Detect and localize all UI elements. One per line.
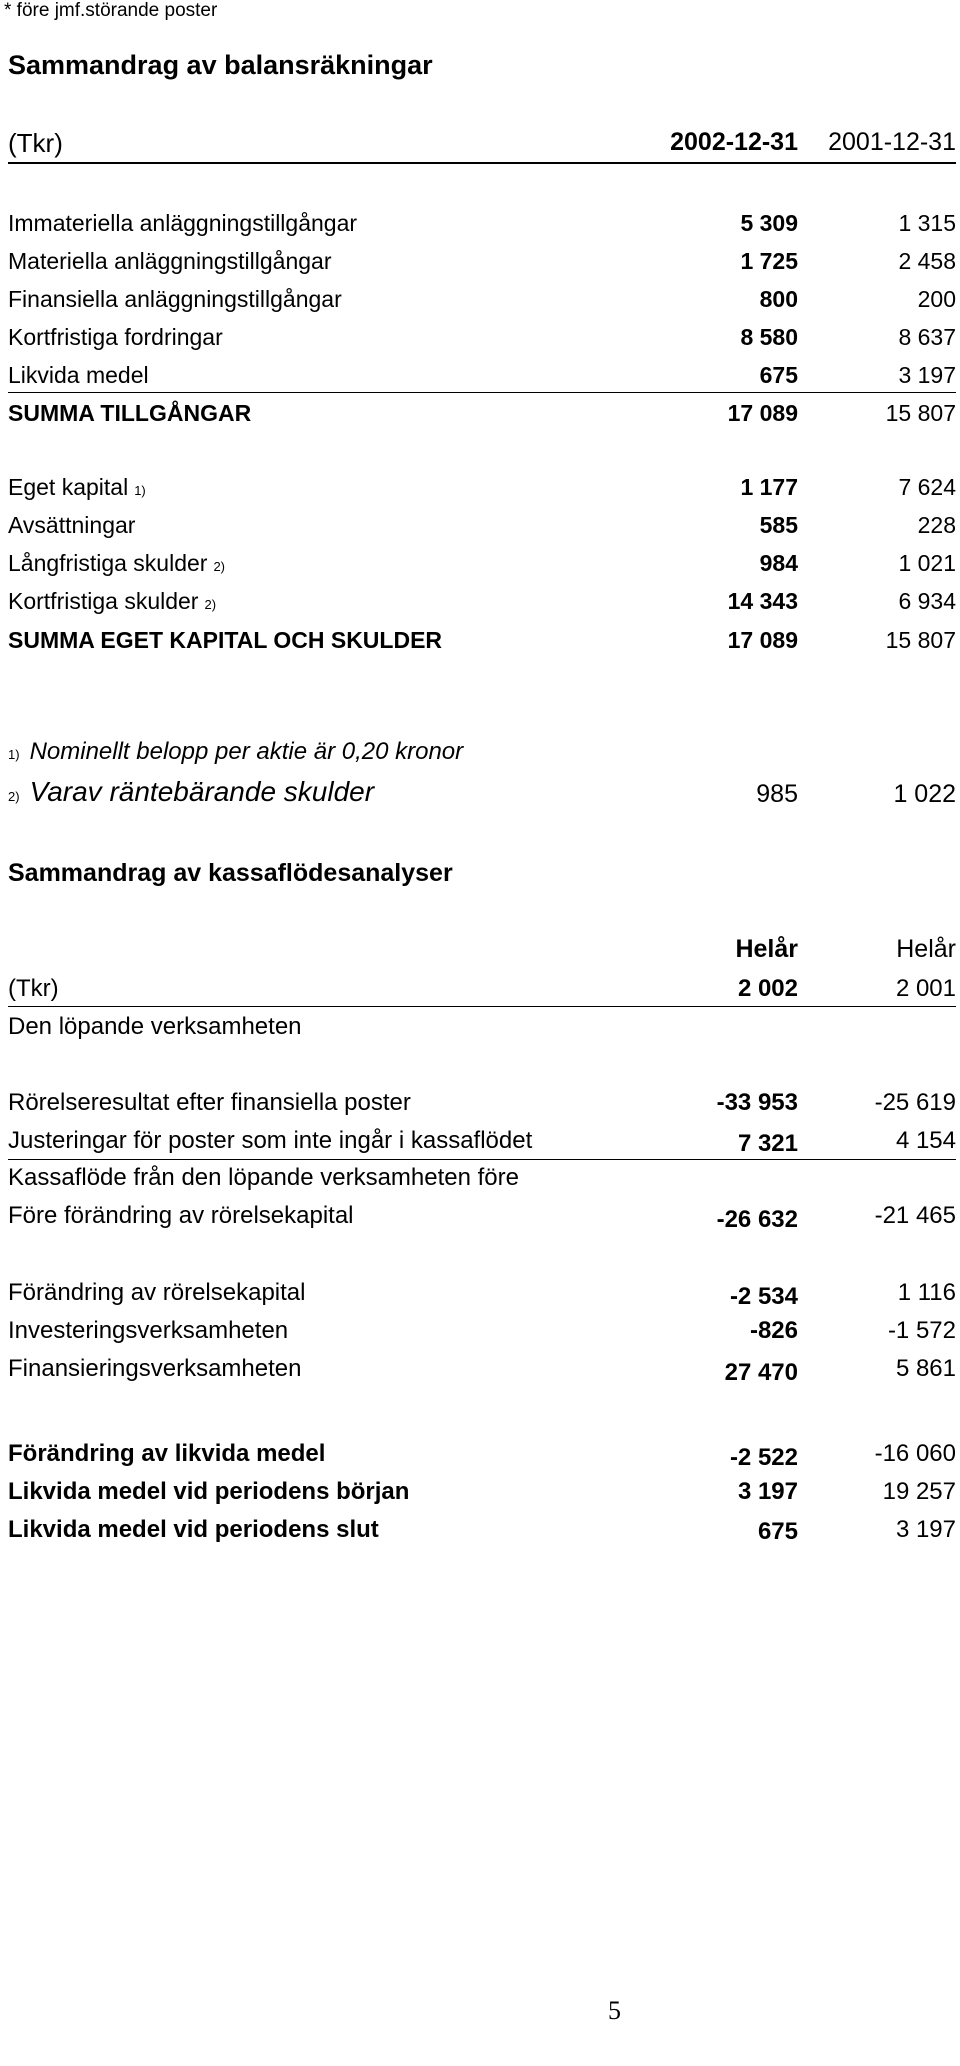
- row-value-2001: 4 154: [895, 1127, 956, 1154]
- row-value-2002: -2 522: [729, 1444, 798, 1471]
- row-value-2001: -1 572: [887, 1317, 956, 1344]
- row-value-2002: 8 580: [740, 324, 798, 350]
- row-value-2001: 228: [917, 512, 956, 538]
- table-row: [8, 550, 956, 584]
- row-value-2001: 8 637: [898, 324, 956, 350]
- row-value-2002: 5 309: [740, 210, 798, 236]
- row-value-2002: 984: [759, 550, 798, 576]
- row-label: Förändring av rörelsekapital: [8, 1279, 306, 1306]
- table-row: [8, 210, 956, 244]
- liabilities-total-row: [8, 627, 956, 661]
- row-value-2002: 800: [759, 286, 798, 312]
- row-label: Före förändring av rörelsekapital: [8, 1202, 354, 1229]
- row-value-2002: 14 343: [727, 588, 798, 614]
- cashflow-section-label: Den löpande verksamheten: [8, 1013, 302, 1040]
- footnote-value-2002: 985: [756, 780, 798, 808]
- table-row: [8, 1279, 956, 1313]
- cashflow-subtotal-line1: Kassaflöde från den löpande verksamheten före: [8, 1164, 519, 1191]
- row-label: Justeringar för poster som inte ingår i kassaflödet: [8, 1127, 533, 1154]
- row-value-2001: -16 060: [874, 1440, 956, 1467]
- row-label: Immateriella anläggningstillgångar: [8, 210, 358, 236]
- row-value-2001: 19 257: [882, 1478, 956, 1505]
- row-value-2001: -25 619: [874, 1089, 956, 1116]
- row-value-2002: 27 470: [724, 1359, 798, 1386]
- row-label: Kortfristiga fordringar: [8, 324, 223, 350]
- row-value-2001: 6 934: [898, 588, 956, 614]
- table-row: [8, 1478, 956, 1512]
- cashflow-col2-header: 2 001: [895, 975, 956, 1002]
- page-number: 5: [608, 1996, 621, 2025]
- footnote-value-2001: 1 022: [893, 780, 956, 808]
- row-label: Investeringsverksamheten: [8, 1317, 289, 1344]
- row-value-2001: 1 315: [898, 210, 956, 236]
- row-label: Finansiella anläggningstillgångar: [8, 286, 342, 312]
- table-row: [8, 248, 956, 282]
- table-row: [8, 1516, 956, 1550]
- table-row: [8, 324, 956, 358]
- row-value-2001: -21 465: [874, 1202, 956, 1229]
- row-label: Kortfristiga skulder 2): [8, 588, 217, 614]
- balance-header-row: [8, 128, 956, 162]
- cashflow-col1-header: 2 002: [737, 975, 798, 1002]
- row-label: Avsättningar: [8, 512, 136, 538]
- footnote-1: [8, 738, 956, 772]
- table-row: [8, 286, 956, 320]
- row-value-2002: 675: [757, 1518, 798, 1545]
- cashflow-subtotal-rule: [8, 1159, 956, 1160]
- row-value-2001: 200: [917, 286, 956, 312]
- cashflow-header-row: [8, 975, 956, 1009]
- cashflow-header-top: [8, 935, 956, 969]
- cashflow-header-rule: [8, 1006, 956, 1007]
- assets-total-row: [8, 400, 956, 434]
- row-value-2002: 17 089: [727, 627, 798, 653]
- table-row: [8, 1440, 956, 1474]
- row-value-2002: -26 632: [716, 1206, 798, 1233]
- row-value-2002: 585: [759, 512, 798, 538]
- row-label: Likvida medel vid periodens slut: [8, 1516, 379, 1543]
- row-label: Eget kapital 1): [8, 474, 146, 500]
- row-value-2001: 2 458: [898, 248, 956, 274]
- row-value-2002: 7 321: [737, 1130, 798, 1157]
- row-value-2001: 3 197: [898, 362, 956, 388]
- cashflow-col2-top: Helår: [896, 935, 956, 963]
- footnote-number: 2): [8, 789, 20, 804]
- cashflow-col1-top: Helår: [735, 935, 798, 963]
- table-row: [8, 512, 956, 546]
- row-label: Rörelseresultat efter finansiella poster: [8, 1089, 411, 1116]
- footnote-number: 1): [8, 747, 20, 762]
- row-value-2002: 1 177: [740, 474, 798, 500]
- row-label: SUMMA TILLGÅNGAR: [8, 400, 252, 426]
- balance-col1-header: 2002-12-31: [670, 128, 798, 156]
- row-value-2001: 15 807: [885, 627, 956, 653]
- row-value-2001: 7 624: [898, 474, 956, 500]
- row-value-2001: 1 021: [898, 550, 956, 576]
- row-value-2002: -33 953: [716, 1089, 798, 1116]
- row-value-2001: 3 197: [895, 1516, 956, 1543]
- row-label: Förändring av likvida medel: [8, 1440, 326, 1467]
- header-rule: [8, 162, 956, 164]
- table-row: [8, 1089, 956, 1123]
- table-row: [8, 1127, 956, 1161]
- balance-col2-header: 2001-12-31: [828, 128, 956, 156]
- row-label: SUMMA EGET KAPITAL OCH SKULDER: [8, 627, 443, 653]
- row-label: Finansieringsverksamheten: [8, 1355, 302, 1382]
- table-row: [8, 1317, 956, 1351]
- table-row: [8, 588, 956, 622]
- balance-title: Sammandrag av balansräkningar: [8, 50, 433, 80]
- row-value-2002: -2 534: [729, 1283, 798, 1310]
- footnote-2: [8, 776, 956, 810]
- row-value-2002: 3 197: [737, 1478, 798, 1505]
- pre-note: * före jmf.störande poster: [4, 0, 218, 21]
- table-row: [8, 362, 956, 396]
- cashflow-subtotal-row: [8, 1202, 956, 1236]
- cashflow-title: Sammandrag av kassaflödesanalyser: [8, 859, 453, 887]
- row-label: Långfristiga skulder 2): [8, 550, 226, 576]
- row-value-2002: -826: [749, 1317, 798, 1344]
- footnote-text: Nominellt belopp per aktie är 0,20 kronor: [29, 738, 464, 765]
- balance-unit: (Tkr): [8, 128, 63, 158]
- row-label: Likvida medel: [8, 362, 149, 388]
- row-label: Materiella anläggningstillgångar: [8, 248, 332, 274]
- cashflow-unit: (Tkr): [8, 975, 59, 1002]
- table-row: [8, 474, 956, 508]
- row-value-2001: 1 116: [897, 1279, 956, 1306]
- row-value-2001: 15 807: [885, 400, 956, 426]
- table-row: [8, 1355, 956, 1389]
- footnote-text: Varav räntebärande skulder: [29, 776, 375, 807]
- row-value-2002: 1 725: [740, 248, 798, 274]
- row-value-2002: 17 089: [727, 400, 798, 426]
- row-value-2001: 5 861: [895, 1355, 956, 1382]
- row-label: Likvida medel vid periodens början: [8, 1478, 410, 1505]
- assets-total-rule: [8, 392, 956, 393]
- row-value-2002: 675: [759, 362, 798, 388]
